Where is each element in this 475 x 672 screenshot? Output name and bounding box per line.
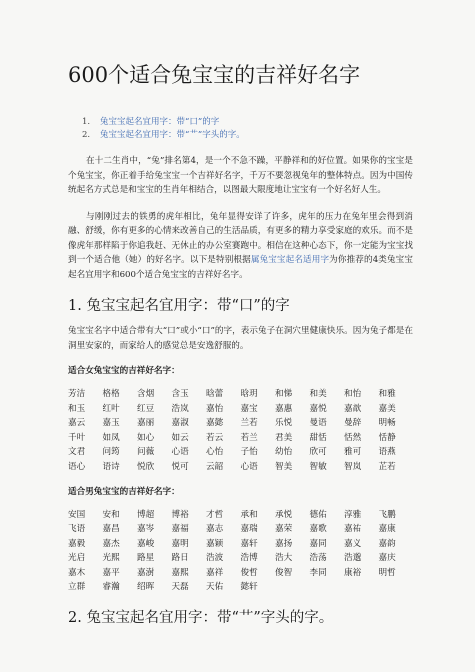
name-item: 曼语: [309, 418, 327, 428]
name-item: 曼辞: [344, 418, 362, 428]
name-item: 如云: [171, 432, 189, 443]
table-of-contents: [82, 116, 413, 142]
name-item: 嘉颖: [206, 538, 224, 549]
name-item: 文君: [68, 447, 86, 457]
name-item: 睿瀚: [102, 582, 120, 592]
name-item: 恬静: [378, 432, 396, 443]
name-item: 如凤: [102, 432, 120, 443]
toc-number: 2.: [82, 130, 91, 140]
name-item: 君美: [275, 432, 293, 443]
section-heading-1: 1. 兔宝宝起名宜用字：带“口”的字: [68, 298, 290, 314]
name-item: 智岚: [344, 461, 362, 472]
name-item: 飞鹏: [378, 509, 396, 520]
toc-item[interactable]: [82, 129, 413, 142]
name-item: 悦欣: [137, 461, 155, 472]
name-item: 嘉宝: [240, 403, 258, 414]
name-item: 芷若: [378, 461, 396, 472]
name-item: 嘉云: [68, 418, 86, 428]
name-item: 云韶: [206, 461, 224, 472]
name-item: 才哲: [206, 509, 224, 520]
name-item: 心语: [171, 447, 189, 457]
name-item: 嘉明: [171, 538, 189, 549]
name-item: 幼怡: [275, 447, 293, 457]
name-item: 嘉木: [68, 567, 86, 578]
name-item: 嘉熙: [171, 567, 189, 578]
name-item: 嘉美: [378, 403, 396, 414]
name-item: 兰若: [240, 418, 258, 428]
name-item: 承悦: [275, 509, 293, 520]
name-item: 红叶: [102, 403, 120, 414]
name-item: 飞语: [68, 524, 86, 534]
name-item: 浩大: [275, 553, 293, 563]
name-item: 浩邈: [344, 553, 362, 563]
name-item: 红豆: [137, 403, 155, 414]
name-item: 嘉志: [206, 524, 224, 534]
name-item: 浩波: [206, 553, 224, 563]
name-item: 欣可: [309, 447, 327, 457]
name-item: 立群: [68, 582, 86, 592]
toc-link[interactable]: 兔宝宝起名宜用字：带“口”的字: [100, 117, 220, 127]
name-item: 浩荡: [309, 553, 327, 563]
boys-names-grid: [68, 509, 413, 595]
name-item: 和美: [309, 389, 327, 399]
name-item: 甜恬: [309, 432, 327, 443]
section-heading-2: 2. 兔宝宝起名宜用字：带“艹”字头的字。: [68, 610, 334, 626]
name-item: 俊哲: [240, 567, 258, 578]
name-item: 恬然: [344, 432, 362, 443]
name-item: 嘉祥: [206, 567, 224, 578]
name-item: 嘉歌: [309, 524, 327, 534]
name-item: 嘉怡: [206, 403, 224, 414]
name-item: 智美: [275, 461, 293, 472]
name-item: 嘉澍: [137, 567, 155, 578]
name-item: 嘉瑞: [240, 524, 258, 534]
name-item: 语诗: [102, 461, 120, 472]
inline-link[interactable]: 属兔宝宝起名适用字: [250, 255, 330, 265]
name-item: 光启: [68, 553, 86, 563]
name-item: 嘉懿: [206, 418, 224, 428]
name-item: 嘉淑: [171, 418, 189, 428]
intro-paragraph-1: 在十二生肖中，“兔”排名第4，是一个不急不躁，平静祥和的好位置。如果你的宝宝是个兔宝宝，你正着手给兔宝宝一个吉祥好名字，千万不要忽视兔年的整体特点。因为中国传统起名方式总是和宝宝的生肖年相结合，以图最大限度地让宝宝有一个好名好人生。: [68, 156, 413, 195]
name-item: 嘉韵: [378, 538, 396, 549]
toc-link[interactable]: 兔宝宝起名宜用字：带“艹”字头的字。: [100, 130, 245, 140]
name-item: 若云: [206, 432, 224, 443]
name-item: 和玉: [68, 403, 86, 414]
name-item: 李同: [309, 567, 327, 578]
name-item: 浩博: [240, 553, 258, 563]
name-item: 嘉丽: [137, 418, 155, 428]
name-item: 晗蕾: [206, 389, 224, 399]
name-item: 康裕: [344, 567, 362, 578]
intro-paragraph-2: [68, 210, 413, 283]
name-item: 博超: [137, 509, 155, 520]
name-item: 天佑: [206, 582, 224, 592]
name-item: 嘉福: [171, 524, 189, 534]
name-item: 嘉岑: [137, 524, 155, 534]
name-item: 语心: [68, 461, 86, 472]
name-item: 绍晖: [137, 582, 155, 592]
name-item: 嘉祐: [344, 524, 362, 534]
name-item: 路星: [137, 553, 155, 563]
name-item: 嘉轩: [240, 538, 258, 549]
name-item: 德佑: [309, 509, 327, 520]
name-item: 若兰: [240, 432, 258, 443]
name-item: 嘉毅: [68, 538, 86, 549]
boys-names-label: 适合男兔宝宝的吉祥好名字：: [68, 486, 180, 497]
name-item: 明畅: [378, 418, 396, 428]
name-item: 承和: [240, 509, 258, 520]
name-item: 晗玥: [240, 389, 258, 399]
name-item: 和怡: [344, 389, 362, 399]
name-item: 嘉康: [378, 524, 396, 534]
intro-text: 为你推荐的4类兔宝宝起名宜用字和600个适合兔宝宝的吉祥好名字。: [68, 255, 413, 280]
intro-text: 与刚刚过去的铁勇的虎年相比，兔年显得安详了许多，虎年的压力在兔年里会得到消融、舒缓，你有更多的心情来改善自己的生活品质，有更多的精力享受家庭的欢乐。而不是像虎年那样陷于你追我赶、无休止的办公室赛跑中。相信在这种心态下，你一定能为宝宝找到一个适合他（她）的好名字。以下是特别根据: [68, 211, 413, 265]
name-item: 俊智: [275, 567, 293, 578]
toc-item[interactable]: [82, 116, 413, 129]
name-item: 和雅: [378, 389, 396, 399]
girls-names-label: 适合女兔宝宝的吉祥好名字：: [68, 366, 180, 376]
name-item: 嘉峻: [137, 538, 155, 549]
name-item: 淳雅: [344, 509, 362, 520]
name-item: 光熙: [102, 553, 120, 563]
name-item: 千叶: [68, 432, 86, 443]
name-item: 嘉荣: [275, 524, 293, 534]
name-item: 问筠: [102, 447, 120, 457]
name-item: 嘉庆: [378, 553, 396, 563]
name-item: 悦可: [171, 461, 189, 472]
name-item: 如心: [137, 432, 155, 443]
name-item: 嘉平: [102, 567, 120, 578]
name-item: 嘉惠: [275, 403, 293, 414]
name-item: 子怡: [240, 447, 258, 457]
name-item: 乐悦: [275, 418, 293, 428]
name-item: 博裕: [171, 509, 189, 520]
name-item: 问薇: [137, 447, 155, 457]
name-item: 天磊: [171, 582, 189, 592]
name-item: 心怡: [206, 447, 224, 457]
name-item: 嘉歆: [344, 403, 362, 414]
name-item: 明哲: [378, 567, 396, 578]
name-item: 路日: [171, 553, 189, 563]
name-item: 格格: [102, 389, 120, 399]
name-item: 浩岚: [171, 403, 189, 414]
name-item: 嘉义: [344, 538, 362, 549]
girls-names-grid: [68, 388, 413, 474]
section-description: 兔宝宝名字中适合带有大“口”或小“口”的字，表示兔子在洞穴里健康快乐。因为兔子都是在洞里安家的，而家给人的感觉总是安逸舒服的。: [68, 326, 413, 351]
name-item: 含烟: [137, 389, 155, 399]
name-item: 嘉昌: [102, 524, 120, 534]
name-item: 嘉同: [309, 538, 327, 549]
name-item: 语燕: [378, 447, 396, 457]
name-item: 含玉: [171, 389, 189, 399]
name-item: 心语: [240, 461, 258, 472]
page-title: 600个适合兔宝宝的吉祥好名字: [68, 63, 361, 87]
name-item: 智敏: [309, 461, 327, 472]
name-item: 嘉杰: [102, 538, 120, 549]
name-item: 嘉悦: [309, 403, 327, 414]
name-item: 嘉扬: [275, 538, 293, 549]
name-item: 安和: [102, 509, 120, 520]
name-item: 芳洁: [68, 389, 86, 399]
name-item: 和悌: [275, 389, 293, 399]
name-item: 嘉玉: [102, 418, 120, 428]
name-item: 雅可: [344, 447, 362, 457]
name-item: 懿轩: [240, 582, 258, 592]
name-item: 安国: [68, 509, 86, 520]
toc-number: 1.: [82, 117, 91, 127]
